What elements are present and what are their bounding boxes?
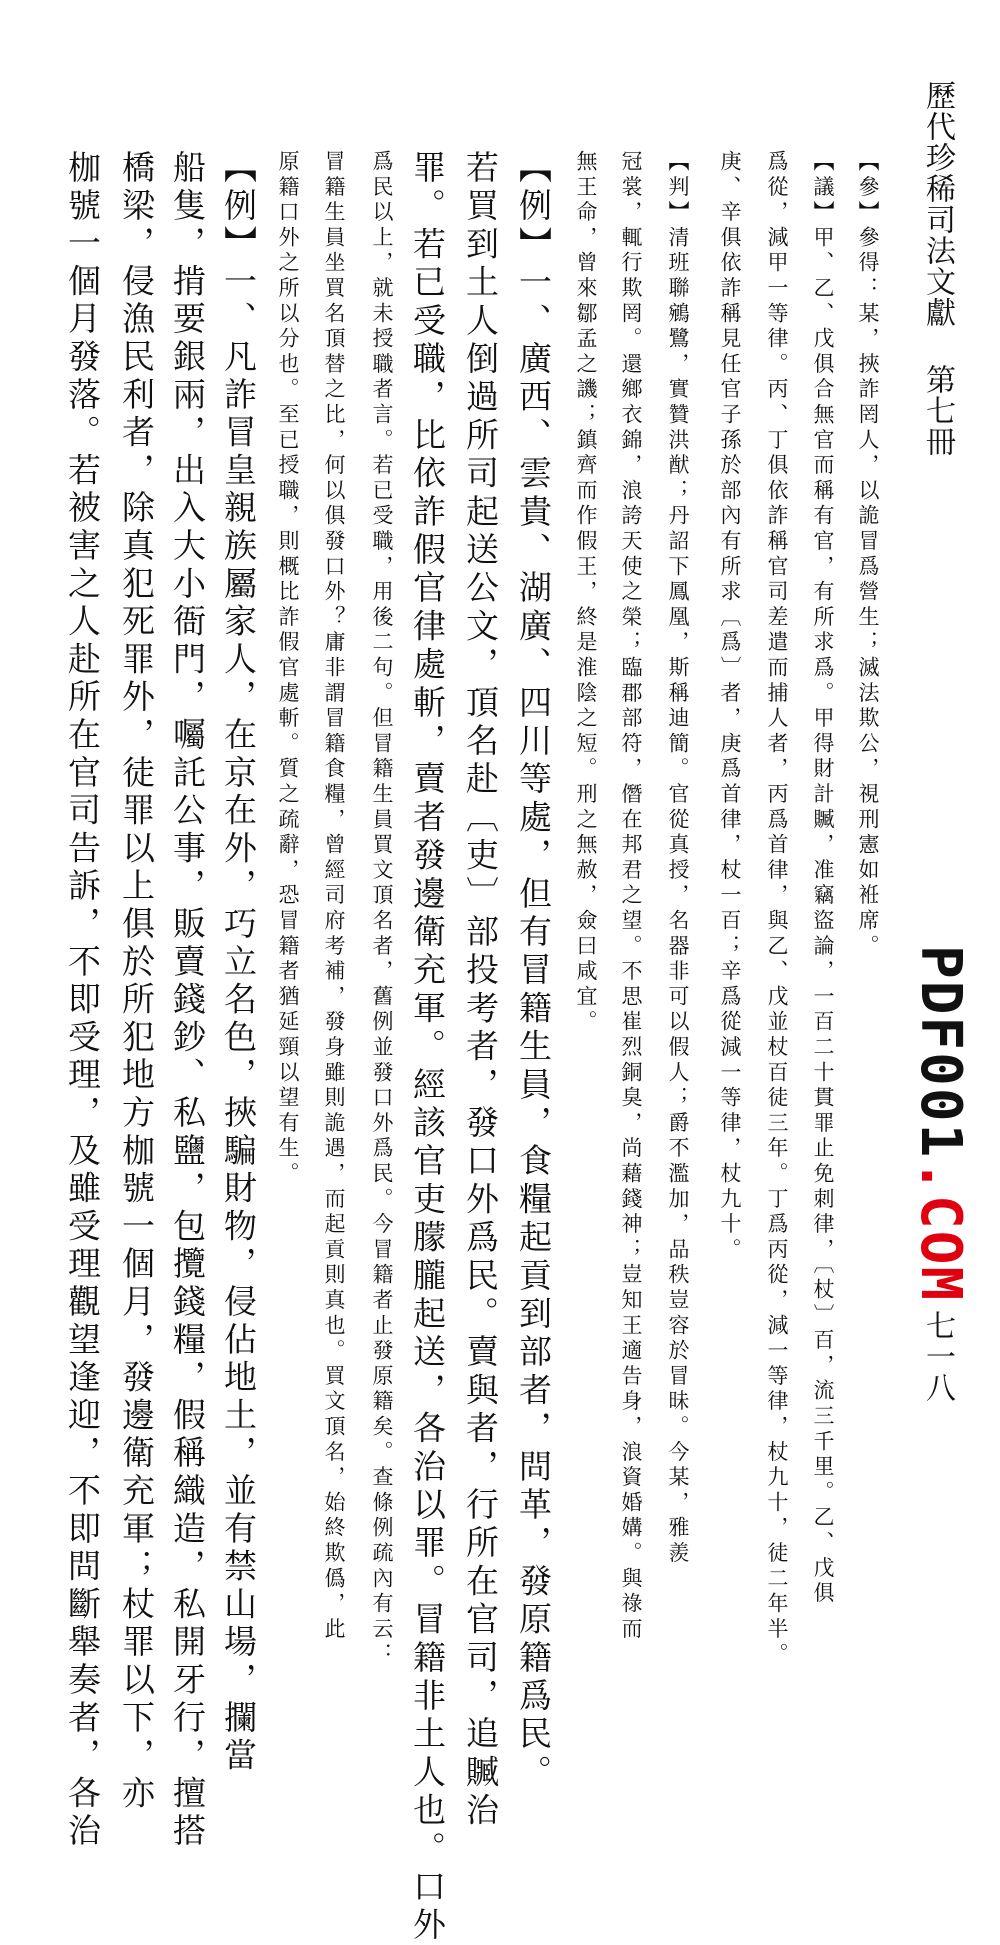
text-column-4: 庚、辛俱依詐稱見任官子孫於部內有所求〔爲〕者，庚爲首律，杖一百；辛爲從減一等律，杖九十。	[718, 150, 742, 1264]
watermark	[908, 945, 973, 1303]
text-column-3: 爲從，減甲一等律。丙、丁俱依詐稱官司差遣而捕人者，丙爲首律，與乙、戊並杖百徒三年。丁爲丙從，減一等律，杖九十，徒二年半。	[765, 150, 789, 1668]
text-column-13: 原籍口外之所以分也。至已授職，則概比詐假官處斬。質之疏辭，恐冒籍者猶延頸以望有生。	[276, 150, 300, 1188]
text-column-6: 冠裳，輒行欺罔。還鄉衣錦，浪誇天使之榮；臨郡部符，僭在邦君之望。不思崔烈銅臭，尚藉錢神；豈知王適告身，浪資婚媾。與祿而	[619, 150, 643, 1643]
text-column-1: 【參】參得：某，挾詐罔人，以詭冒爲營生；滅法欺公，視刑憲如袵席。	[856, 150, 880, 960]
watermark-domain: .COM	[908, 1159, 973, 1303]
text-column-17: 枷號一個月發落。若被害之人赴所在官司告訴，不即受理，及雖受理觀望逢迎，不即問斷舉奏者，各治	[63, 150, 102, 1851]
text-column-15: 船隻，掯要銀兩，出入大小衙門，囑託公事，販賣錢鈔、私鹽，包攬錢糧，假稱織造，私開牙行，擅搭	[168, 150, 207, 1851]
text-column-10: 罪。若已受職，比依詐假官律處斬，賣者發邊衛充軍。經該官吏朦朧起送，各治以罪。冒籍非土人也。口外	[408, 150, 447, 1945]
text-column-12: 冒籍生員坐買名頂替之比，何以俱發口外？庸非謂冒籍食糧，曾經司府考補，發身雖則詭遇，而起貢則真也。買文頂名，始終欺僞，此	[322, 150, 346, 1643]
watermark-text: PDF001	[908, 945, 973, 1160]
text-column-14: 【例】一、凡詐冒皇親族屬家人，在京在外，巧立名色，挾騙財物，侵佔地土，並有禁山場，攔當	[219, 150, 258, 1776]
text-column-9: 若買到土人倒過所司起送公文，頂名赴〔吏〕部投考者，發口外爲民。賣與者，行所在官司，追贓治	[461, 150, 500, 1831]
text-column-8: 【例】一、廣西、雲貴、湖廣、四川等處，但有冒籍生員，食糧起貢到部者，問革，發原籍爲民。	[514, 150, 553, 1793]
text-column-11: 爲民以上，就未授職者言。若已受職，用後二句。但冒籍生員買文頂名者，舊例並發口外爲民。今冒籍者止發原籍矣。查條例疏內有云：	[370, 150, 394, 1668]
page-number: 七一八	[920, 1310, 955, 1403]
book-title: 歷代珍稀司法文獻 第七冊	[920, 80, 955, 457]
text-column-16: 橋梁，侵漁民利者，除真犯死罪外，徒罪以上俱於所犯地方枷號一個月，發邊衛充軍；杖罪以下，亦	[117, 150, 156, 1814]
text-column-5: 【判】清班聯鵷鷺，實贊洪猷；丹詔下鳳凰，斯稱迪簡。官從真授，名器非可以假人；爵不濫加，品秩豈容於冒昧。今某，雅羨	[666, 150, 690, 1567]
text-column-7: 無王命，曾來鄒孟之譏；鎮齊而作假王，終是淮陰之短。刑之無赦，僉曰咸宜。	[574, 150, 598, 1036]
text-column-2: 【議】甲、乙、戊俱合無官而稱有官，有所求爲。甲得財計贓，准竊盜論，一百二十貫罪止免刺律，〔杖〕百，流三千里。乙、戊俱	[811, 150, 835, 1607]
